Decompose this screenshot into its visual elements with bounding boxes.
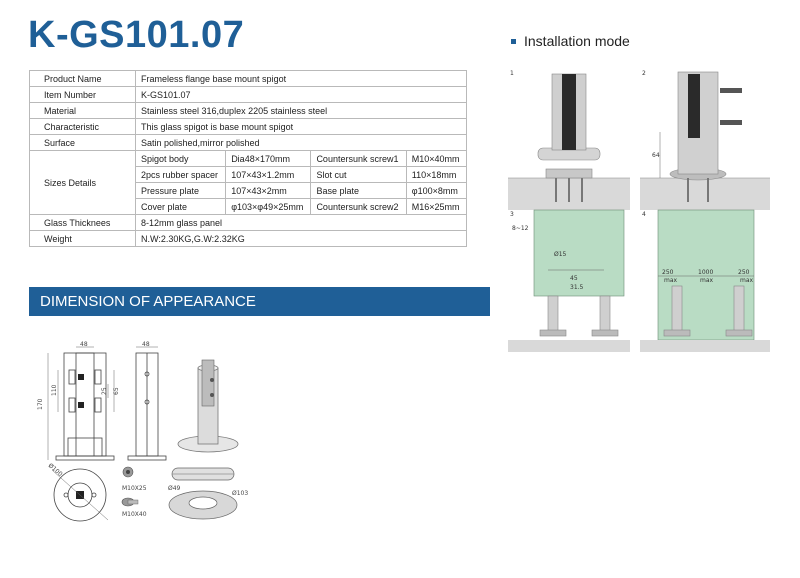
size-cell: 2pcs rubber spacer xyxy=(136,167,226,183)
spec-table xyxy=(29,70,467,247)
size-cell: Dia48×170mm xyxy=(226,151,311,167)
table-row xyxy=(30,231,467,247)
size-cell: 110×18mm xyxy=(406,167,466,183)
size-cell: Spigot body xyxy=(136,151,226,167)
spec-label: Surface xyxy=(30,135,136,151)
size-cell: M10×40mm xyxy=(406,151,466,167)
isometric-spigot-drawing xyxy=(178,360,238,452)
install-panel-4 xyxy=(640,210,770,352)
spec-value: Stainless steel 316,duplex 2205 stainless steel xyxy=(136,103,467,119)
spec-label: Product Name xyxy=(30,71,136,87)
install-panel-3 xyxy=(508,210,630,352)
spec-label: Glass Thicknees xyxy=(30,215,136,231)
plan-view-drawing xyxy=(47,462,108,521)
spec-label: Material xyxy=(30,103,136,119)
bullet-icon xyxy=(511,39,516,44)
dim-label: 48 xyxy=(80,341,88,348)
front-view-drawing xyxy=(37,341,120,460)
spec-label: Weight xyxy=(30,231,136,247)
install-panel-1 xyxy=(508,70,630,210)
dim-label: 31.5 xyxy=(570,284,584,291)
table-row xyxy=(30,103,467,119)
installation-heading-text: Installation mode xyxy=(524,33,630,49)
install-panel-2 xyxy=(640,70,770,210)
table-row xyxy=(30,119,467,135)
table-row xyxy=(30,151,467,167)
cover-plate-drawing xyxy=(168,468,248,519)
dim-label: 250 xyxy=(738,269,750,276)
size-cell: Countersunk screw2 xyxy=(311,199,406,215)
dim-label: 45 xyxy=(570,275,578,282)
spec-value: K-GS101.07 xyxy=(136,87,467,103)
product-title: K-GS101.07 xyxy=(28,14,245,56)
dimension-drawings xyxy=(36,340,256,520)
spec-label: Item Number xyxy=(30,87,136,103)
dimension-section-heading: DIMENSION OF APPEARANCE xyxy=(29,287,490,316)
spec-value: 8-12mm glass panel xyxy=(136,215,467,231)
panel-number: 2 xyxy=(642,70,646,77)
dim-label: 250 xyxy=(662,269,674,276)
screw-drawings xyxy=(122,467,147,518)
table-row xyxy=(30,135,467,151)
size-cell: φ100×8mm xyxy=(406,183,466,199)
spec-value: This glass spigot is base mount spigot xyxy=(136,119,467,135)
dim-label: 65 xyxy=(113,387,120,395)
spec-value: N.W:2.30KG,G.W:2.32KG xyxy=(136,231,467,247)
installation-heading xyxy=(511,33,630,49)
size-cell: Cover plate xyxy=(136,199,226,215)
dim-label: 1000 xyxy=(698,269,714,276)
dim-label: 48 xyxy=(142,341,150,348)
size-cell: Countersunk screw1 xyxy=(311,151,406,167)
size-cell: 107×43×1.2mm xyxy=(226,167,311,183)
spec-value: Frameless flange base mount spigot xyxy=(136,71,467,87)
sizes-label: Sizes Details xyxy=(30,151,136,215)
table-row xyxy=(30,71,467,87)
dim-label: 8~12 xyxy=(512,225,529,232)
panel-number: 3 xyxy=(510,211,514,218)
dim-label: max xyxy=(700,277,714,284)
panel-number: 4 xyxy=(642,211,646,218)
screw-label: M10X25 xyxy=(122,485,147,492)
dim-label: Ø15 xyxy=(554,251,567,258)
dim-label: 170 xyxy=(37,398,44,410)
size-cell: Pressure plate xyxy=(136,183,226,199)
size-cell: 107×43×2mm xyxy=(226,183,311,199)
spec-value: Satin polished,mirror polished xyxy=(136,135,467,151)
dim-label: 25 xyxy=(101,387,108,395)
dim-label: Ø100 xyxy=(46,462,64,478)
dim-label: max xyxy=(664,277,678,284)
dim-label: max xyxy=(740,277,754,284)
table-row xyxy=(30,87,467,103)
size-cell: M16×25mm xyxy=(406,199,466,215)
dim-label: Ø103 xyxy=(232,490,249,497)
size-cell: φ103×φ49×25mm xyxy=(226,199,311,215)
side-view-drawing xyxy=(128,341,166,460)
table-row xyxy=(30,215,467,231)
screw-label: M10X40 xyxy=(122,511,147,518)
size-cell: Base plate xyxy=(311,183,406,199)
dim-label: 64 xyxy=(652,152,660,159)
spec-label: Characteristic xyxy=(30,119,136,135)
dim-label: Ø49 xyxy=(168,485,181,492)
installation-drawings xyxy=(508,64,772,354)
panel-number: 1 xyxy=(510,70,514,77)
size-cell: Slot cut xyxy=(311,167,406,183)
dim-label: 110 xyxy=(51,384,58,396)
